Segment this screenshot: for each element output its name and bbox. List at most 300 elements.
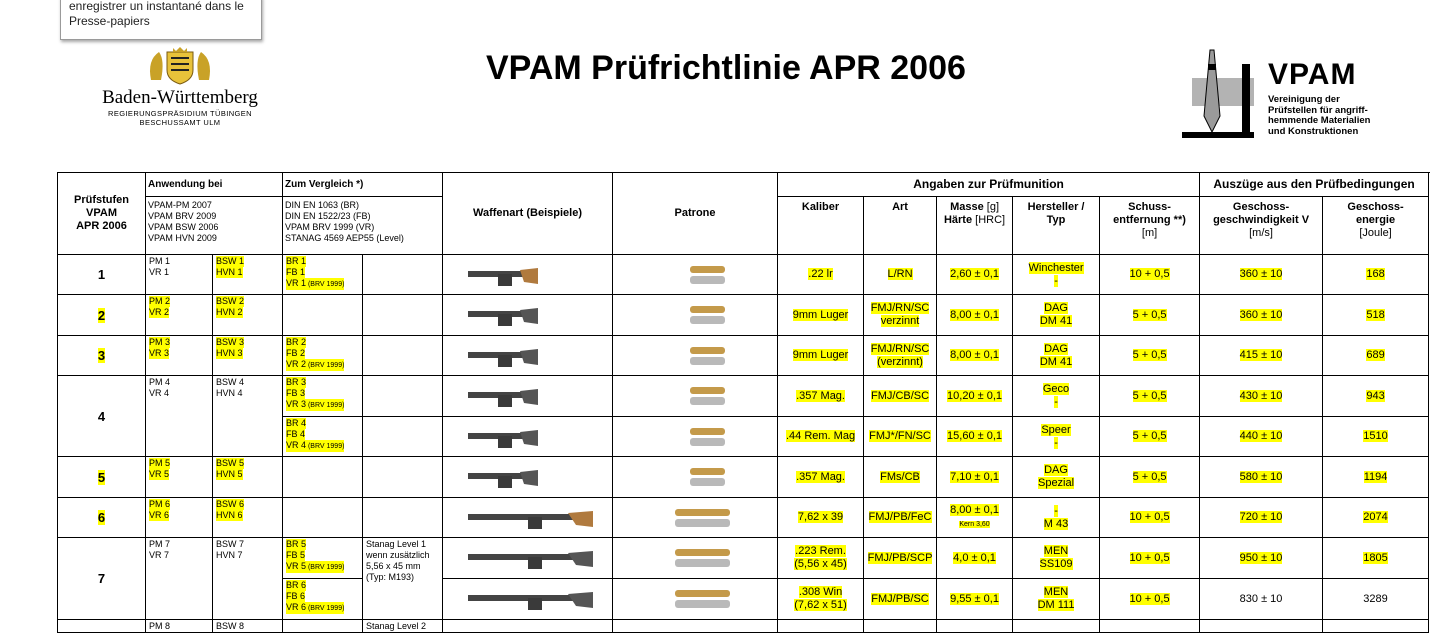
cell-text: .22 lr bbox=[808, 268, 833, 280]
header-line: VPAM bbox=[86, 207, 117, 219]
cell-content bbox=[950, 504, 999, 531]
cell-line: BSW 7 bbox=[216, 539, 245, 549]
cell-content bbox=[808, 268, 832, 281]
cell-line: HVN 2 bbox=[216, 307, 243, 317]
cell-line: HVN 7 bbox=[216, 550, 243, 560]
table-row bbox=[58, 538, 1429, 579]
art-cell bbox=[864, 498, 937, 538]
list-item: VPAM BSW 2006 bbox=[148, 222, 219, 232]
cell-text: 415 ± 10 bbox=[1239, 349, 1283, 361]
cell-content bbox=[888, 268, 913, 281]
comparison-cell bbox=[283, 538, 363, 579]
cell-line: BSW 3 bbox=[216, 337, 245, 347]
header-text: Masse bbox=[950, 201, 984, 213]
list-item: VPAM HVN 2009 bbox=[148, 233, 217, 243]
cell-note bbox=[950, 517, 999, 531]
cell-content bbox=[1363, 430, 1387, 443]
vpam-fullname bbox=[1268, 95, 1370, 137]
comparison-note: (BRV 1999) bbox=[306, 281, 345, 288]
level-cell bbox=[58, 295, 146, 336]
cell-line bbox=[1130, 593, 1170, 606]
header-energie bbox=[1323, 197, 1429, 255]
cell-text: 10 + 0,5 bbox=[1129, 511, 1170, 523]
comparison-cell bbox=[283, 376, 363, 417]
cartridge-icon bbox=[645, 384, 745, 408]
level-number: 1 bbox=[97, 267, 106, 282]
hersteller-cell bbox=[1013, 498, 1100, 538]
level-cell bbox=[58, 255, 146, 295]
header-line: APR 2006 bbox=[76, 220, 127, 232]
list-item: DIN EN 1063 (BR) bbox=[285, 200, 360, 210]
cell-text: 689 bbox=[1366, 349, 1385, 361]
header-kaliber: Kaliber bbox=[778, 197, 864, 255]
header-unit: [m] bbox=[1141, 227, 1158, 239]
distance-cell bbox=[1100, 255, 1200, 295]
cell-content bbox=[1029, 262, 1084, 288]
comparison-line: BR 3 bbox=[286, 377, 307, 387]
cell-content bbox=[871, 593, 928, 606]
cell-content bbox=[871, 390, 929, 403]
cell-line bbox=[1130, 552, 1170, 565]
comparison-line: BR 5 bbox=[286, 539, 307, 549]
header-angaben: Angaben zur Prüfmunition bbox=[778, 173, 1200, 197]
cell-note-text: Kern 3,60 bbox=[959, 521, 990, 528]
cell-line bbox=[808, 268, 832, 281]
tooltip-line: enregistrer un instantané dans le bbox=[69, 0, 244, 13]
cell-line: PM 2 bbox=[149, 296, 171, 306]
masse-cell bbox=[937, 295, 1013, 336]
cell-line bbox=[871, 356, 930, 369]
cell-line bbox=[1240, 390, 1283, 403]
vpam-logo bbox=[1180, 46, 1410, 142]
comparison-line: BR 4 bbox=[286, 418, 307, 428]
comparison-note: (BRV 1999) bbox=[306, 564, 345, 571]
cell-text: 360 ± 10 bbox=[1239, 308, 1283, 321]
kaliber-cell bbox=[778, 255, 864, 295]
cell-content bbox=[1040, 343, 1072, 369]
cell-line bbox=[1040, 545, 1073, 558]
cell-content bbox=[1364, 471, 1388, 484]
header-line: Prüfstufen bbox=[74, 194, 129, 206]
cell-content bbox=[950, 268, 999, 281]
cell-line: VR 7 bbox=[149, 550, 170, 560]
cell-line bbox=[1366, 390, 1384, 403]
cell-text: 168 bbox=[1366, 268, 1385, 280]
cell-line bbox=[1363, 511, 1387, 524]
cell-line bbox=[1130, 511, 1170, 524]
comparison-cell bbox=[283, 498, 363, 538]
cell-text: .223 Rem. bbox=[795, 545, 846, 557]
weapon-image-cell bbox=[443, 255, 613, 295]
cell-line: HVN 1 bbox=[216, 267, 243, 277]
comparison-cell bbox=[283, 579, 363, 620]
header-unit: [g] bbox=[986, 201, 999, 213]
cell-content bbox=[869, 430, 931, 443]
cell-line: VR 3 bbox=[149, 348, 170, 358]
cell-line bbox=[1040, 302, 1072, 315]
cell-content bbox=[871, 302, 930, 328]
cell-line: PM 4 bbox=[149, 377, 171, 387]
velocity-cell bbox=[1200, 336, 1323, 376]
cell-line: PM 6 bbox=[149, 499, 171, 509]
art-cell bbox=[864, 417, 937, 457]
cell-text: 10 + 0,5 bbox=[1129, 268, 1170, 280]
cell-line bbox=[869, 430, 931, 443]
table-row bbox=[58, 620, 1429, 633]
cell-line bbox=[1240, 268, 1283, 281]
cell-line bbox=[871, 302, 930, 315]
comparison-line: FB 3 bbox=[286, 388, 306, 398]
coat-of-arms-icon bbox=[145, 46, 215, 86]
cell-content bbox=[1240, 309, 1283, 322]
application-bsw-cell bbox=[213, 255, 283, 295]
comparison-line: FB 2 bbox=[286, 348, 306, 358]
level-number: 4 bbox=[97, 408, 106, 424]
header-pruefstufen bbox=[58, 173, 146, 255]
cell-content bbox=[794, 545, 847, 571]
cell-content bbox=[868, 552, 933, 565]
weapon-image-cell bbox=[443, 620, 613, 633]
distance-cell bbox=[1100, 457, 1200, 498]
penetrator-icon bbox=[1180, 46, 1266, 142]
distance-cell bbox=[1100, 498, 1200, 538]
cell-line: HVN 6 bbox=[216, 510, 243, 520]
weapon-image-cell bbox=[443, 295, 613, 336]
cell-line bbox=[1240, 552, 1283, 565]
weapon-image-cell bbox=[443, 417, 613, 457]
art-cell bbox=[864, 579, 937, 620]
table-body bbox=[58, 255, 1429, 633]
cell-text: 5 + 0,5 bbox=[1132, 470, 1167, 483]
level-cell bbox=[58, 620, 146, 633]
application-pm-cell bbox=[146, 295, 213, 336]
header-line: Geschoss- bbox=[1232, 201, 1290, 213]
empty-cell bbox=[1200, 620, 1323, 633]
cell-text: .308 Win bbox=[798, 586, 843, 598]
comparison-line: FB 6 bbox=[286, 591, 306, 601]
hersteller-cell bbox=[1013, 538, 1100, 579]
cell-content bbox=[950, 471, 999, 484]
cell-line bbox=[796, 471, 845, 484]
cartridge-image-cell bbox=[613, 417, 778, 457]
cell-line bbox=[786, 430, 855, 443]
cell-line bbox=[798, 511, 843, 524]
cell-content bbox=[1363, 552, 1387, 565]
distance-cell bbox=[1100, 579, 1200, 620]
cell-content bbox=[1240, 349, 1283, 362]
cell-line bbox=[1038, 586, 1075, 599]
kaliber-cell bbox=[778, 538, 864, 579]
cell-text: .357 Mag. bbox=[796, 470, 845, 483]
cell-content bbox=[1363, 511, 1387, 524]
cell-line bbox=[1044, 505, 1068, 518]
header-line: energie bbox=[1355, 214, 1396, 226]
hersteller-cell bbox=[1013, 295, 1100, 336]
cell-line bbox=[1043, 396, 1069, 409]
header-art: Art bbox=[864, 197, 937, 255]
cell-text: FMJ*/FN/SC bbox=[869, 430, 931, 442]
velocity-cell bbox=[1200, 255, 1323, 295]
comparison-cell bbox=[283, 255, 363, 295]
authority-line: BESCHUSSAMT ULM bbox=[139, 118, 221, 127]
kaliber-cell bbox=[778, 579, 864, 620]
comparison-line: FB 4 bbox=[286, 429, 306, 439]
cell-text: (5,56 x 45) bbox=[794, 558, 847, 570]
comparison-note: (BRV 1999) bbox=[306, 443, 345, 450]
cell-line bbox=[796, 390, 845, 403]
cell-line bbox=[1363, 593, 1387, 606]
header-masse bbox=[937, 197, 1013, 255]
comparison-cell bbox=[283, 295, 363, 336]
cell-line bbox=[1133, 349, 1167, 362]
cell-line bbox=[1364, 471, 1388, 484]
cell-line bbox=[1038, 599, 1075, 612]
page-title: VPAM Prüfrichtlinie APR 2006 bbox=[486, 49, 966, 87]
cell-line: PM 3 bbox=[149, 337, 171, 347]
cell-text: 10,20 ± 0,1 bbox=[947, 389, 1003, 402]
application-bsw-cell bbox=[213, 295, 283, 336]
masse-cell bbox=[937, 417, 1013, 457]
comparison-note: (BRV 1999) bbox=[306, 605, 345, 612]
header-hersteller bbox=[1013, 197, 1100, 255]
cell-content bbox=[1133, 309, 1167, 322]
cell-text: M 43 bbox=[1043, 517, 1069, 530]
cell-line: Stanag Level 1 bbox=[366, 539, 427, 549]
weapon-icon bbox=[458, 383, 598, 409]
cell-content bbox=[1240, 430, 1283, 443]
hersteller-cell bbox=[1013, 579, 1100, 620]
cell-text: 830 ± 10 bbox=[1239, 592, 1283, 605]
cell-text: 9mm Luger bbox=[792, 349, 849, 361]
cell-line: VR 6 bbox=[149, 510, 170, 520]
cell-line: BSW 8 bbox=[216, 621, 245, 631]
energy-cell bbox=[1323, 498, 1429, 538]
level-number: 2 bbox=[97, 307, 106, 323]
cell-text: FMJ/RN/SC bbox=[870, 342, 930, 355]
cell-text: 5 + 0,5 bbox=[1132, 389, 1167, 402]
masse-cell bbox=[937, 255, 1013, 295]
application-pm-cell bbox=[146, 255, 213, 295]
table-row bbox=[58, 255, 1429, 295]
energy-cell bbox=[1323, 295, 1429, 336]
cartridge-icon bbox=[645, 587, 745, 611]
cell-text: L/RN bbox=[887, 268, 913, 280]
weapon-icon bbox=[458, 505, 598, 531]
application-pm-cell bbox=[146, 336, 213, 376]
cell-text: 950 ± 10 bbox=[1239, 551, 1283, 564]
cell-line bbox=[1041, 437, 1070, 450]
comparison-line: FB 5 bbox=[286, 550, 306, 560]
weapon-image-cell bbox=[443, 498, 613, 538]
cell-content bbox=[1130, 511, 1170, 524]
header-auszuege: Auszüge aus den Prüfbedingungen bbox=[1200, 173, 1429, 197]
vpam-fullname-line: Vereinigung der bbox=[1268, 94, 1340, 105]
cell-text: FMJ/PB/SCP bbox=[867, 551, 933, 564]
cartridge-image-cell bbox=[613, 620, 778, 633]
comparison-note: (BRV 1999) bbox=[306, 402, 345, 409]
cell-text: 1510 bbox=[1363, 430, 1388, 442]
cell-text: DAG bbox=[1044, 302, 1068, 314]
distance-cell bbox=[1100, 336, 1200, 376]
comparison-cell bbox=[283, 620, 363, 633]
cell-line: VR 1 bbox=[149, 267, 170, 277]
stanag-cell bbox=[363, 336, 443, 376]
header-line: Hersteller / bbox=[1027, 201, 1085, 213]
cell-text: 2,60 ± 0,1 bbox=[950, 268, 999, 280]
state-name: Baden-Württemberg bbox=[102, 87, 258, 108]
weapon-image-cell bbox=[443, 457, 613, 498]
stanag-cell bbox=[363, 376, 443, 417]
kaliber-cell bbox=[778, 295, 864, 336]
cartridge-image-cell bbox=[613, 376, 778, 417]
velocity-cell bbox=[1200, 579, 1323, 620]
application-pm-cell bbox=[146, 376, 213, 457]
cell-content bbox=[950, 349, 999, 362]
cell-content bbox=[793, 349, 849, 362]
cell-text: 9mm Luger bbox=[792, 308, 849, 321]
velocity-cell bbox=[1200, 295, 1323, 336]
cell-line bbox=[1041, 424, 1070, 437]
cell-text: DM 41 bbox=[1039, 315, 1073, 327]
art-cell bbox=[864, 295, 937, 336]
cell-text: 5 + 0,5 bbox=[1132, 430, 1167, 442]
cell-text: FMJ/PB/SC bbox=[871, 592, 929, 605]
cell-content bbox=[1038, 586, 1075, 612]
cell-content bbox=[794, 586, 847, 612]
cell-line bbox=[871, 315, 930, 328]
cell-text: MEN bbox=[1043, 545, 1069, 557]
cell-content bbox=[1133, 390, 1167, 403]
cell-line: BSW 4 bbox=[216, 377, 245, 387]
tooltip-line: Presse-papiers bbox=[69, 14, 150, 28]
cell-text: MEN bbox=[1043, 586, 1069, 598]
cell-content bbox=[880, 471, 920, 484]
header-text: Härte bbox=[943, 214, 973, 226]
energy-cell bbox=[1323, 538, 1429, 579]
empty-cell bbox=[937, 620, 1013, 633]
cell-text: 518 bbox=[1366, 308, 1385, 321]
header-patrone: Patrone bbox=[613, 173, 778, 255]
comparison-line: VR 3 (BRV 1999) bbox=[286, 399, 345, 409]
empty-cell bbox=[1100, 620, 1200, 633]
weapon-icon bbox=[458, 302, 598, 328]
velocity-cell bbox=[1200, 376, 1323, 417]
cell-content bbox=[947, 390, 1002, 403]
cell-content bbox=[871, 343, 930, 369]
cell-line bbox=[871, 593, 928, 606]
cell-line bbox=[1029, 275, 1084, 288]
cell-text: 10 + 0,5 bbox=[1129, 592, 1170, 605]
cell-text: 360 ± 10 bbox=[1239, 268, 1283, 280]
energy-cell bbox=[1323, 376, 1429, 417]
cell-content bbox=[1366, 349, 1384, 362]
level-number: 5 bbox=[97, 469, 106, 485]
cell-line bbox=[950, 268, 999, 281]
comparison-cell bbox=[283, 457, 363, 498]
cell-line: PM 1 bbox=[149, 256, 171, 266]
cell-content bbox=[1240, 268, 1283, 281]
cell-text: 8,00 ± 0,1 bbox=[950, 504, 999, 516]
cell-line bbox=[1133, 390, 1167, 403]
cell-line: HVN 3 bbox=[216, 348, 243, 358]
energy-cell bbox=[1323, 336, 1429, 376]
cell-content bbox=[1366, 268, 1384, 281]
cell-line bbox=[1029, 262, 1084, 275]
masse-cell bbox=[937, 498, 1013, 538]
cell-text: FMJ/CB/SC bbox=[871, 389, 930, 402]
cell-line bbox=[953, 552, 996, 565]
cell-text: verzinnt bbox=[880, 315, 920, 327]
application-pm-cell bbox=[146, 457, 213, 498]
table-row bbox=[58, 295, 1429, 336]
weapon-image-cell bbox=[443, 336, 613, 376]
list-item: DIN EN 1522/23 (FB) bbox=[285, 211, 371, 221]
cell-text: - bbox=[1054, 396, 1058, 408]
cell-line bbox=[950, 504, 999, 517]
header-line: geschwindigkeit V bbox=[1213, 214, 1310, 226]
comparison-note: (BRV 1999) bbox=[306, 362, 345, 369]
cell-line: BSW 2 bbox=[216, 296, 245, 306]
cell-line bbox=[1240, 309, 1283, 322]
cell-text: SS109 bbox=[1039, 558, 1073, 570]
cell-line bbox=[1040, 343, 1072, 356]
cell-line bbox=[794, 586, 847, 599]
stanag-cell bbox=[363, 620, 443, 633]
cell-text: 5 + 0,5 bbox=[1132, 349, 1167, 361]
vpam-abbreviation: VPAM bbox=[1268, 58, 1357, 91]
cell-line: VR 4 bbox=[149, 388, 170, 398]
comparison-line: VR 5 (BRV 1999) bbox=[286, 561, 345, 571]
cell-content bbox=[1040, 302, 1072, 328]
distance-cell bbox=[1100, 376, 1200, 417]
cell-line bbox=[1040, 356, 1072, 369]
level-number: 6 bbox=[97, 510, 106, 525]
cell-text: - bbox=[1054, 504, 1058, 517]
art-cell bbox=[864, 457, 937, 498]
cell-line bbox=[1366, 309, 1384, 322]
cell-line bbox=[1040, 315, 1072, 328]
energy-cell bbox=[1323, 417, 1429, 457]
cell-text: DM 111 bbox=[1037, 599, 1075, 611]
cartridge-image-cell bbox=[613, 295, 778, 336]
hersteller-cell bbox=[1013, 255, 1100, 295]
cell-content bbox=[947, 430, 1002, 443]
cell-line bbox=[1366, 349, 1384, 362]
cell-line: Stanag Level 2 bbox=[366, 621, 427, 631]
energy-cell bbox=[1323, 255, 1429, 295]
cell-line: wenn zusätzlich bbox=[366, 550, 430, 560]
distance-cell bbox=[1100, 538, 1200, 579]
cell-text: - bbox=[1054, 436, 1058, 449]
cell-line bbox=[1040, 558, 1073, 571]
cartridge-icon bbox=[645, 465, 745, 489]
cell-content bbox=[1366, 309, 1384, 322]
application-bsw-cell bbox=[213, 376, 283, 457]
cell-line bbox=[1038, 477, 1074, 490]
cell-line bbox=[871, 343, 930, 356]
cell-line bbox=[880, 471, 920, 484]
cell-text: 7,62 x 39 bbox=[797, 511, 844, 523]
cell-content bbox=[1240, 593, 1283, 606]
cell-text: DM 41 bbox=[1039, 355, 1073, 368]
cell-content bbox=[1130, 268, 1170, 281]
cell-line: (Typ: M193) bbox=[366, 572, 415, 582]
kaliber-cell bbox=[778, 336, 864, 376]
cell-content bbox=[796, 471, 845, 484]
comparison-cell bbox=[283, 417, 363, 457]
cell-content bbox=[953, 552, 996, 565]
weapon-icon bbox=[458, 343, 598, 369]
